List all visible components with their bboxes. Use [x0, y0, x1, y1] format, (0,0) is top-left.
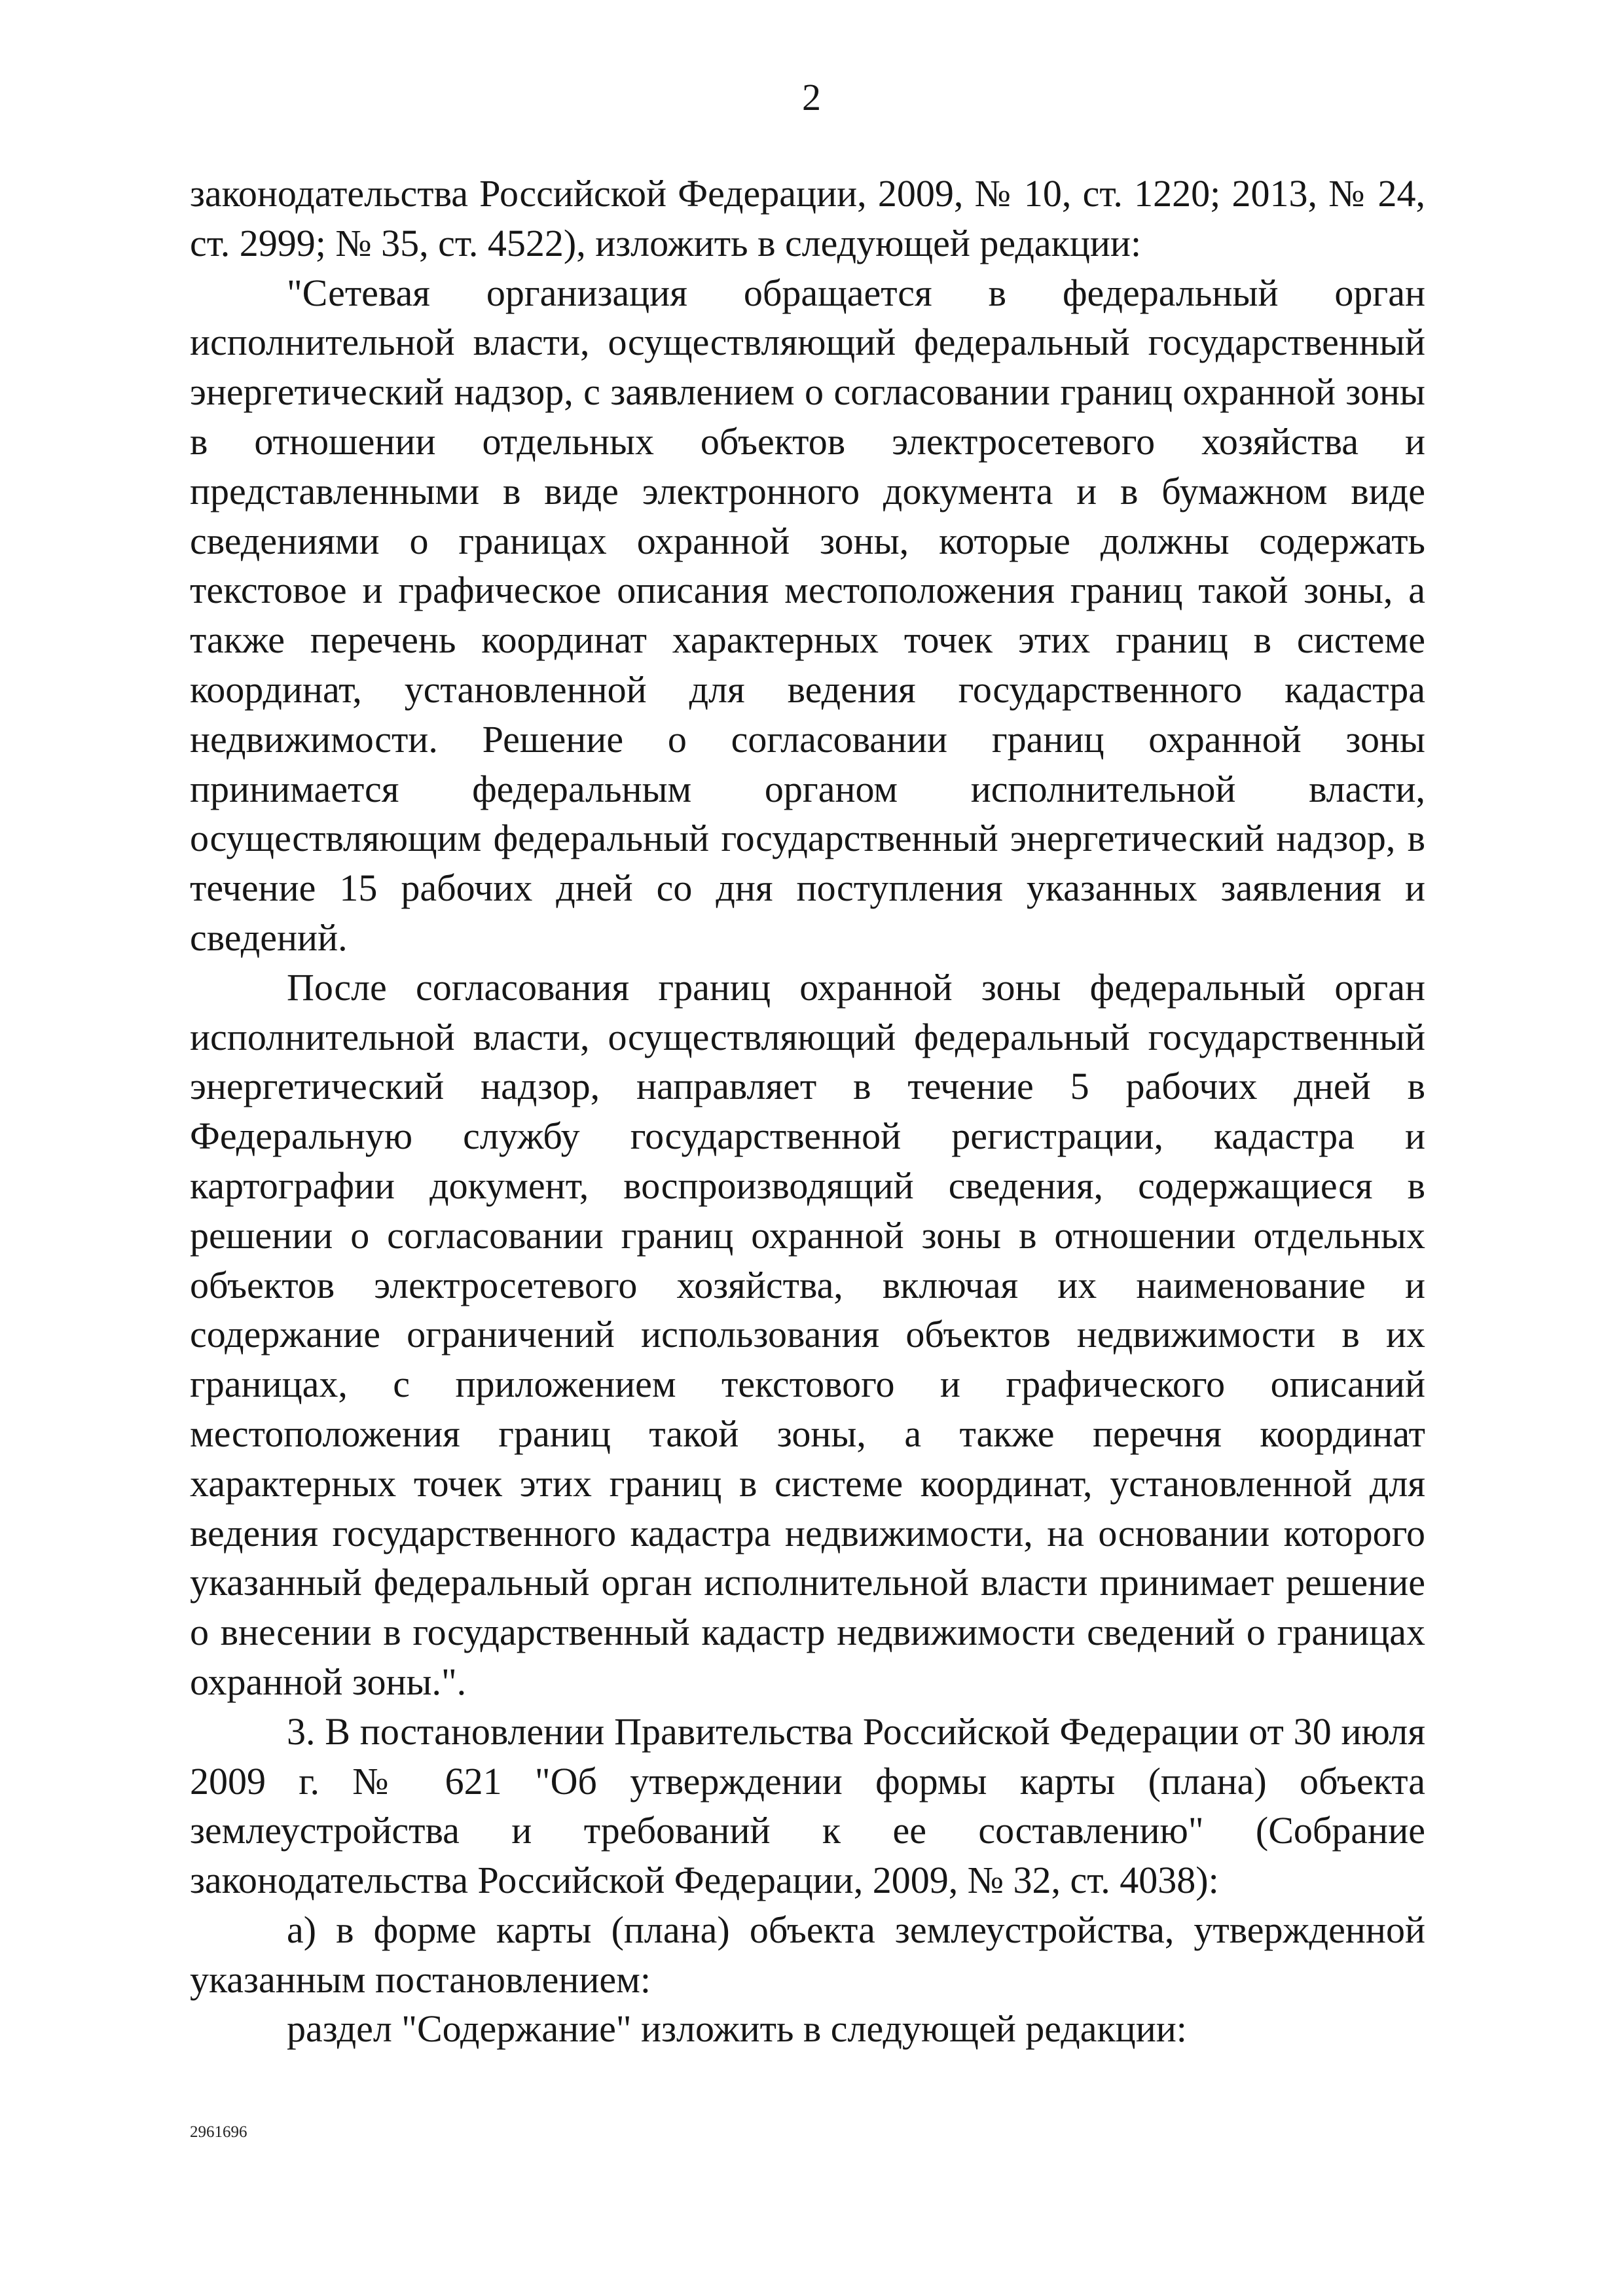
document-body	[190, 169, 1425, 2054]
page-number: 2	[802, 76, 821, 118]
paragraph-continuation: законодательства Российской Федерации, 2009, № 10, ст. 1220; 2013, № 24, ст. 2999; № 35, ст. 4522), изложить в следующей редакции:	[190, 172, 1425, 264]
paragraph-section-content: раздел "Содержание" изложить в следующей редакции:	[287, 2007, 1187, 2051]
paragraph-item-3: 3. В постановлении Правительства Российской Федерации от 30 июля 2009 г. № 621 "Об утверждении формы карты (плана) объекта землеустройства и требований к ее составлению" (Собрание законодательства Российской Федерации, 2009, № 32, ст. 4038):	[190, 1710, 1425, 1902]
paragraph-network-organization: "Сетевая организация обращается в федеральный орган исполнительной власти, осуществляющий федеральный государственный энергетический надзор, с заявлением о согласовании границ охранной зоны в отношении отдельных объектов электросетевого хозяйства и представленными в виде электронного документа и в бумажном виде сведениями о границах охранной зоны, которые должны содержать текстовое и графическое описания местоположения границ такой зоны, а также перечень координат характерных точек этих границ в системе координат, установленной для ведения государственного кадастра недвижимости. Решение о согласовании границ охранной зоны принимается федеральным органом исполнительной власти, осуществляющим федеральный государственный энергетический надзор, в течение 15 рабочих дней со дня поступления указанных заявления и сведений.	[190, 271, 1425, 959]
paragraph-after-agreement: После согласования границ охранной зоны федеральный орган исполнительной власти, осуществляющий федеральный государственный энергетический надзор, направляет в течение 5 рабочих дней в Федеральную службу государственной регистрации, кадастра и картографии документ, воспроизводящий сведения, содержащиеся в решении о согласовании границ охранной зоны в отношении отдельных объектов электросетевого хозяйства, включая их наименование и содержание ограничений использования объектов недвижимости в их границах, с приложением текстового и графического описаний местоположения границ такой зоны, а также перечня координат характерных точек этих границ в системе координат, установленной для ведения государственного кадастра недвижимости, на основании которого указанный федеральный орган исполнительной власти принимает решение о внесении в государственный кадастр недвижимости сведений о границах охранной зоны.".	[190, 965, 1425, 1703]
paragraph-subitem-a: а) в форме карты (плана) объекта землеустройства, утвержденной указанным постановлением:	[190, 1908, 1425, 2001]
footer-document-code: 2961696	[190, 2123, 247, 2141]
